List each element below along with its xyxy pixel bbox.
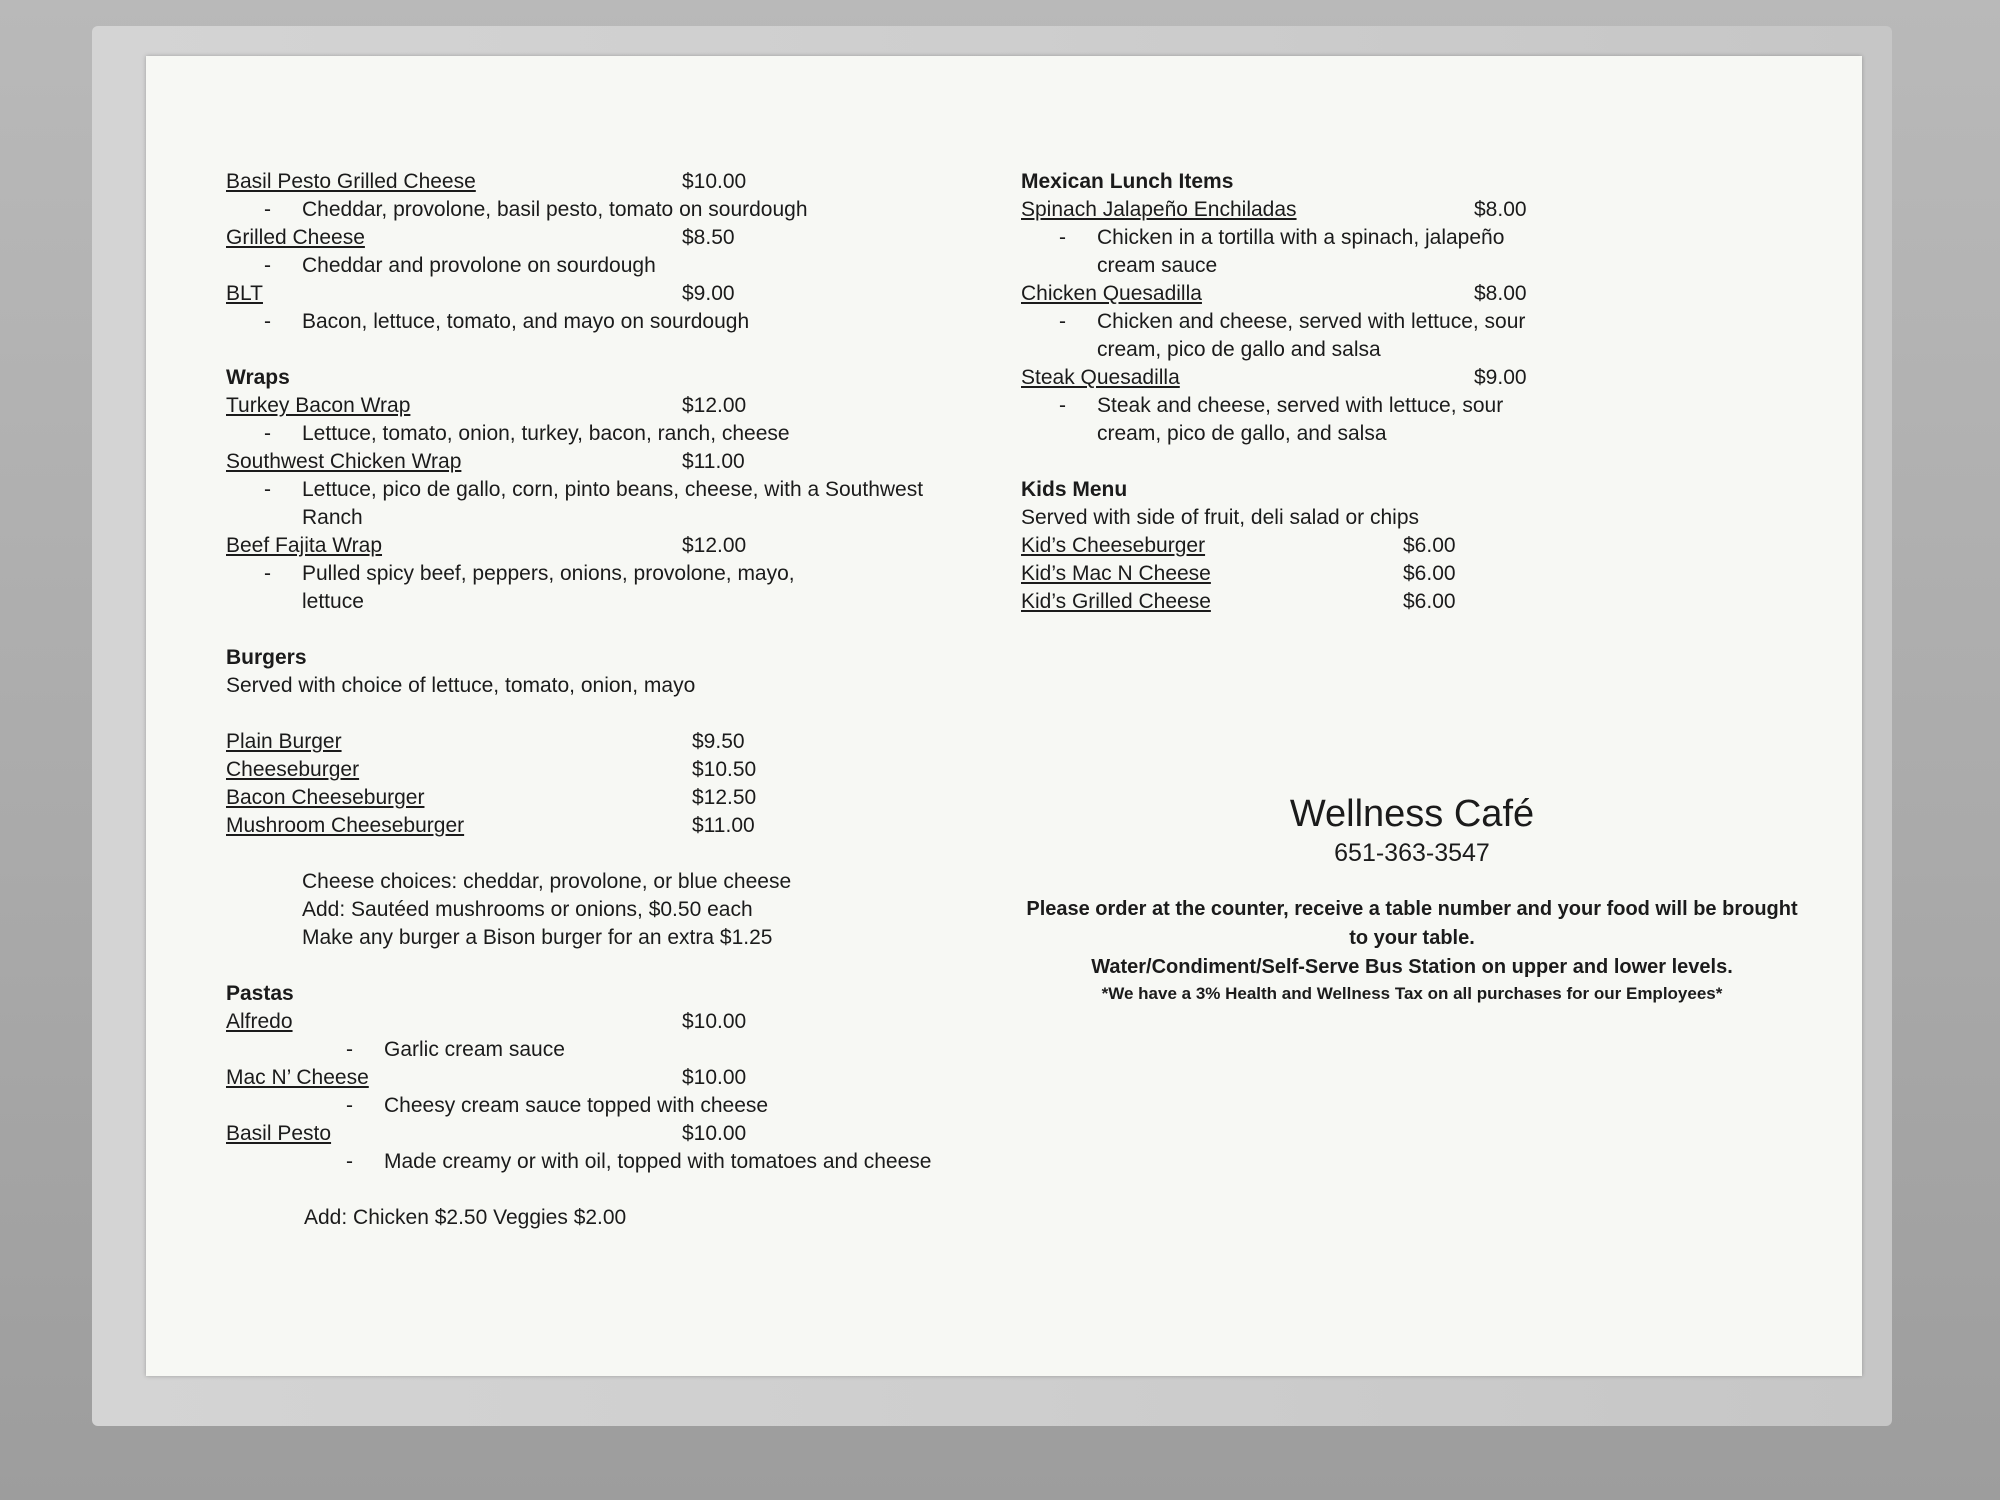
extra-line: Make any burger a Bison burger for an extra $1.25 [302, 926, 773, 949]
item-description: - Chicken and cheese, served with lettuce, sour cream, pico de gallo and salsa [1059, 310, 1526, 361]
item-name: Southwest Chicken Wrap [226, 450, 462, 473]
item-description: - Garlic cream sauce [346, 1038, 565, 1061]
menu-item [226, 392, 946, 420]
section-note: Served with side of fruit, deli salad or chips [1021, 506, 1420, 529]
item-price: $8.00 [1474, 282, 1527, 305]
item-name: Mac N’ Cheese [226, 1066, 369, 1089]
mexican-section [1021, 168, 1821, 448]
extra-line: Cheese choices: cheddar, provolone, or blue cheese [302, 870, 792, 893]
menu-item [1021, 560, 1821, 588]
item-name: Kid’s Cheeseburger [1021, 534, 1206, 557]
item-price: $9.00 [682, 282, 735, 305]
item-description: - Lettuce, tomato, onion, turkey, bacon, ranch, cheese [264, 422, 790, 445]
section-title: Pastas [226, 982, 294, 1005]
menu-item [1021, 280, 1821, 308]
extra-line: Add: Sautéed mushrooms or onions, $0.50 each [302, 898, 753, 921]
menu-sheet [146, 56, 1862, 1376]
item-name: Basil Pesto [226, 1122, 332, 1145]
item-description: - Steak and cheese, served with lettuce, sour cream, pico de gallo, and salsa [1059, 394, 1504, 445]
station-note: Water/Condiment/Self-Serve Bus Station on upper and lower levels. [1091, 956, 1733, 978]
tax-note: *We have a 3% Health and Wellness Tax on all purchases for our Employees* [1101, 984, 1723, 1003]
item-description: - Lettuce, pico de gallo, corn, pinto beans, cheese, with a Southwest Ranch [264, 478, 924, 529]
menu-item [226, 168, 946, 196]
menu-item [226, 784, 946, 812]
menu-item [226, 812, 946, 840]
cafe-phone: 651-363-3547 [1334, 839, 1490, 867]
menu-item [226, 280, 946, 308]
item-price: $6.00 [1403, 590, 1456, 613]
menu-item [1021, 364, 1821, 392]
menu-item [226, 532, 946, 560]
item-price: $8.50 [682, 226, 735, 249]
item-price: $8.00 [1474, 198, 1527, 221]
cafe-name: Wellness Café [1289, 793, 1535, 835]
section-title: Kids Menu [1021, 478, 1128, 501]
menu-item [226, 756, 946, 784]
item-name: Bacon Cheeseburger [226, 786, 425, 809]
item-description: - Cheesy cream sauce topped with cheese [346, 1094, 769, 1117]
item-price: $12.50 [692, 786, 757, 809]
section-note: Served with choice of lettuce, tomato, onion, mayo [226, 674, 696, 697]
menu-item [226, 1064, 946, 1092]
pasta-add-ons: Add: Chicken $2.50 Veggies $2.00 [304, 1206, 627, 1229]
item-price: $10.00 [682, 1010, 747, 1033]
item-description: - Cheddar and provolone on sourdough [264, 254, 656, 277]
item-price: $9.50 [692, 730, 745, 753]
item-name: BLT [226, 282, 263, 305]
item-name: Turkey Bacon Wrap [226, 394, 411, 417]
item-name: Cheeseburger [226, 758, 360, 781]
section-title: Burgers [226, 646, 307, 669]
menu-item [226, 1008, 946, 1036]
item-description: - Bacon, lettuce, tomato, and mayo on sourdough [264, 310, 750, 333]
cafe-info [1021, 791, 1803, 1006]
menu-item [1021, 196, 1821, 224]
item-name: Steak Quesadilla [1021, 366, 1180, 389]
item-price: $12.00 [682, 394, 747, 417]
item-description: - Chicken in a tortilla with a spinach, jalapeño cream sauce [1059, 226, 1505, 277]
section-title: Wraps [226, 366, 290, 389]
item-price: $10.00 [682, 170, 747, 193]
menu-item [226, 448, 946, 476]
item-price: $12.00 [682, 534, 747, 557]
item-price: $10.00 [682, 1066, 747, 1089]
item-price: $10.50 [692, 758, 757, 781]
left-column [226, 168, 946, 1232]
item-name: Kid’s Mac N Cheese [1021, 562, 1211, 585]
item-description: - Made creamy or with oil, topped with tomatoes and cheese [346, 1150, 932, 1173]
item-name: Alfredo [226, 1010, 293, 1033]
pastas-section [226, 980, 946, 1232]
order-policy: Please order at the counter, receive a table number and your food will be brought to your table. [1026, 898, 1798, 949]
item-description: - Cheddar, provolone, basil pesto, tomato on sourdough [264, 198, 808, 221]
item-price: $6.00 [1403, 562, 1456, 585]
menu-item [1021, 532, 1821, 560]
item-name: Beef Fajita Wrap [226, 534, 383, 557]
item-name: Mushroom Cheeseburger [226, 814, 465, 837]
item-name: Kid’s Grilled Cheese [1021, 590, 1211, 613]
kids-section [1021, 476, 1821, 616]
item-name: Spinach Jalapeño Enchiladas [1021, 198, 1297, 221]
item-name: Grilled Cheese [226, 226, 365, 249]
item-price: $11.00 [682, 450, 745, 473]
item-price: $10.00 [682, 1122, 747, 1145]
sandwich-section [226, 168, 946, 336]
item-price: $9.00 [1474, 366, 1527, 389]
section-title: Mexican Lunch Items [1021, 170, 1234, 193]
item-name: Chicken Quesadilla [1021, 282, 1202, 305]
item-name: Plain Burger [226, 730, 342, 753]
menu-item [226, 728, 946, 756]
right-column [1021, 168, 1821, 616]
menu-item [1021, 588, 1821, 616]
item-description: - Pulled spicy beef, peppers, onions, provolone, mayo, lettuce [264, 562, 795, 613]
wraps-section [226, 364, 946, 616]
item-price: $11.00 [692, 814, 755, 837]
burgers-section [226, 644, 946, 952]
item-name: Basil Pesto Grilled Cheese [226, 170, 476, 193]
item-price: $6.00 [1403, 534, 1456, 557]
menu-item [226, 224, 946, 252]
burger-extras [226, 868, 946, 952]
menu-item [226, 1120, 946, 1148]
